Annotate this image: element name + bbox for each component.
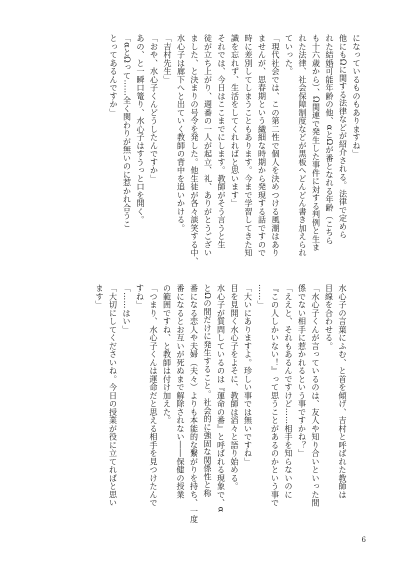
text-line: 番になる恋人や夫婦（夫々）よりも本能的な繋がりを持ち、一度 [189,284,199,524]
text-line: 「水心子くんが言っているのは、友人や知り合いといった間 [311,284,320,507]
text-line: 識を忘れず、生活をしてくれればと思います」 [230,34,240,208]
text-line: 係でない相手に惹かれるという事ですかね？」 [297,284,307,458]
text-line: になっているものもありますね」 [352,34,361,158]
text-line: 「おや、水心子くんどうしたんですか」 [149,34,159,183]
text-line: も十六歳から）、Ω関連で発生した事件に対する判例と生ま [311,34,321,252]
text-line: とΩの間だけに発生すること。社会的に強固な関係性と称 [203,284,212,498]
text-line: 「ええと、それもあるんですけど……相手を知らないのに [284,284,293,499]
text-line: 水心子が質問しているのは『運命の番』と呼ばれる現象で、α [216,284,226,513]
text-line: 「大いにありますよ。珍しい事では無いですね」 [243,284,253,466]
text-line: 目を見開く水心子をよそに、教師は滔々と語り始める。 [230,284,239,491]
text-line: 「大切にしてくださいね。今日の授業が役に立てればと思い [108,284,118,507]
text-line: ませんが、思春期という繊細な時期から発現する話ですので [257,34,267,257]
text-line: 水心子の言葉にふむ、と首を傾げ、吉村と呼ばれた教師は [338,284,347,499]
text-line: 番になるとお互いが死ぬまで解除されない――保健の授業 [176,284,185,499]
text-line: ていった。 [284,34,294,76]
text-line: 時に差別してしまうこともあります。今まで学習してきた知 [244,34,253,257]
text-line: ます」 [95,284,104,309]
text-block-top [107,34,364,276]
text-line: 徒が立ち上がり、週番の一人が起立、礼、ありがとうござい [203,34,213,257]
text-line: ました、と決まりの号令を発した。他生徒が各々談笑する中、 [190,34,199,265]
text-line: 「吉村先生」 [163,34,172,84]
text-line: 水心子は廊下へと出ていく教師の背中を追いかける。 [176,34,186,232]
text-line: 「αとΩって……全く関わりが無いのに惹かれ合うこ [122,34,132,229]
text-line: 他にもΩに関する法律などが紹介される。法律で定めら [338,34,348,239]
text-line: それでは、今日はここまでにします。教師がそう言うと生 [217,34,226,249]
text-block-bottom [93,284,350,526]
text-line: れた法律、社会保障制度などが黒板へどんどん書き加えられ [298,34,307,257]
text-line: れた結婚可能年齢の他、αとΩが番となれる年齢（こちら [325,34,334,245]
text-line: あの、と一瞬口篭り、水心子はすうっと口を開く。 [136,34,145,224]
text-line: 目線を合わせる。 [324,284,334,350]
text-line: 『この人しかいない！』って思うことがあるのかという事で [270,284,280,507]
text-line: ……」 [257,284,266,309]
text-line: とってあるんですか」 [109,34,118,117]
text-line: の範囲ですね、と教師は付け加えた。 [162,284,172,425]
text-line: 「つまり、水心子くんは運命だと思える相手を見つけたんで [149,284,158,507]
text-line: すね」 [135,284,145,309]
text-line: 「現代社会では、この第二性で個人を決めつける風潮はあり [271,34,280,257]
text-line: 「……はい」 [122,284,131,334]
page-number: 6 [361,536,366,544]
